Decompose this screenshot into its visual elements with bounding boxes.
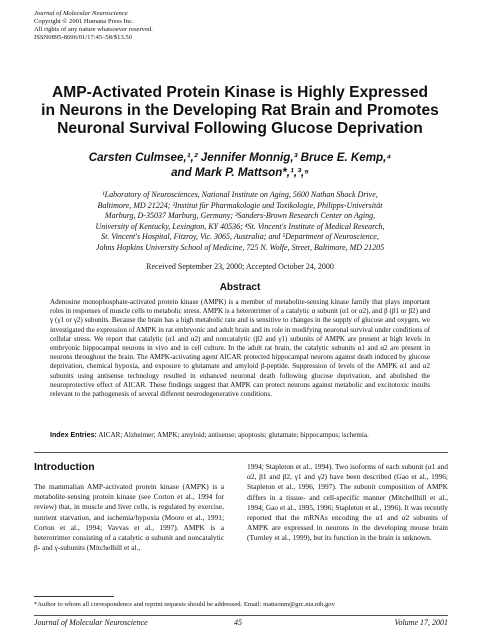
affiliation-line-1: ¹Laboratory of Neurosciences, National Institute on Aging, 5600 Nathan Shock Drive, xyxy=(102,190,378,199)
index-entries-label: Index Entries: xyxy=(50,431,97,439)
abstract-text: Adenosine monophosphate-activated protein kinase (AMPK) is a member of metabolite-sensing kinase family that plays important roles in responses of muscle cells to metabolic stress. AMPK is a heterotrimer of a catalytic α subunit (α1 or α2), and β (β1 or β2) and γ (γ1 or γ2) subunits. Because the brain has a high metabolic rate and is sensitive to changes in the supply of glucose and oxygen, we investigated the expression of AMPK in rat embryonic and adult brain and its role in modifying neuronal survival under conditions of cellular stress. We report that catalytic (α1 and α2) and noncatalytic (β2 and γ1) subunits of AMPK are present at high levels in embryonic hippocampal neurons in vivo and in cell culture. In the adult rat brain, the catalytic subunits α1 and α2 are present in neurons throughout the brain. The AMPK-activating agent AICAR protected hippocampal neurons against death induced by glucose deprivation, chemical hypoxia, and exposure to glutamate and amyloid β-peptide. Suppression of levels of the AMPK α1 and α2 subunits using antisense technology resulted in enhanced neuronal death following glucose deprivation, and abolished the neuroprotective effect of AICAR. These findings suggest that AMPK can protect neurons against metabolic and excitotoxic insults relevant to the pathogenesis of several different neurodegenerative conditions. xyxy=(50,298,430,399)
affiliations xyxy=(40,190,440,254)
title-line-1: AMP-Activated Protein Kinase is Highly Expressed xyxy=(51,84,429,101)
index-entries-text: AICAR; Alzheimer; AMPK; amyloid; antisense; apoptosis; glutamate; hippocampus; ischemia. xyxy=(98,431,369,439)
footer-journal: Journal of Molecular Neuroscience xyxy=(34,618,148,627)
received-dates: Received September 23, 2000; Accepted October 24, 2000 xyxy=(146,262,334,271)
header-journal: Journal of Molecular Neuroscience xyxy=(34,10,128,17)
journal-header xyxy=(34,10,153,42)
index-entries xyxy=(50,431,445,440)
author-list xyxy=(0,150,480,180)
title-line-2: in Neurons in the Developing Rat Brain and Promotes xyxy=(41,102,439,119)
header-issn: ISSN0895-8696/01/17:45–58/$13.50 xyxy=(34,33,132,41)
authors-line-2: and Mark P. Mattson*,¹,³,⁵ xyxy=(171,166,309,179)
header-rights: All rights of any nature whatsoever reserved. xyxy=(34,25,153,33)
footer-volume: Volume 17, 2001 xyxy=(394,618,448,627)
page-number: 45 xyxy=(234,618,242,627)
authors-line-1: Carsten Culmsee,¹,² Jennifer Monnig,³ Bruce E. Kemp,⁴ xyxy=(88,151,392,164)
header-copyright: Copyright © 2001 Humana Press Inc. xyxy=(34,17,134,25)
intro-column-2: 1994; Stapleton et al., 1994). Two isoforms of each subunit (α1 and α2, β1 and β2, γ1 and γ2) have been described (Gao et al., 1996; Stapleton et al., 1996, 1997). The subunit composition of AMPK differs in a tissue- and cell-specific manner (Mitchellhill et al., 1994; Gao et al., 1995, 1996; Stapleton et al., 1996). It was recently reported that the mRNAs encoding the α1 and α2 subunits of AMPK are expressed in neurons in the developing mouse brain (Turnley et al., 1999), but its function in the brain is unknown. xyxy=(247,462,448,543)
affiliation-line-3: Marburg, D-35037 Marburg, Germany; ³Sanders-Brown Research Center on Aging, xyxy=(104,211,376,221)
introduction-heading: Introduction xyxy=(34,462,95,473)
footnote-divider xyxy=(34,596,114,597)
correspondence-footnote: *Author to whom all correspondence and reprint requests should be addressed. Email: mattsonm@grc.nia.nih.gov xyxy=(34,601,335,608)
paper-title xyxy=(0,84,480,138)
section-divider xyxy=(34,452,448,453)
abstract-heading: Abstract xyxy=(219,282,261,293)
affiliation-line-2: Baltimore, MD 21224; ²Institut für Pharmakologie und Toxikologie, Philipps-Universität xyxy=(97,200,383,210)
title-line-3: Neuronal Survival Following Glucose Deprivation xyxy=(57,120,423,137)
footer-divider xyxy=(34,615,448,616)
affiliation-line-4: University of Kentucky, Lexington, KY 40536; ⁴St. Vincent's Institute of Medical Research, xyxy=(95,221,385,231)
intro-column-1: The mammalian AMP-activated protein kinase (AMPK) is a metabolite-sensing protein kinase (see Corton et al., 1994 for review) that, in muscle and liver cells, is regulated by exercise, nutrient starvation, and ischemia/hypoxia (Moore et al., 1991; Corton et al., 1994; Vavvas et al., 1997). AMPK is a heterotrimer consisting of a catalytic α subunit and noncatalytic β- and γ-subunits (Mitchelhill et al., xyxy=(34,482,224,553)
affiliation-line-5: St. Vincent's Hospital, Fitzroy, Vic. 3065, Australia; and ⁵Department of Neuroscience, xyxy=(101,232,379,242)
affiliation-line-6: Johns Hopkins University School of Medicine, 725 N. Wolfe, Street, Baltimore, MD 21205 xyxy=(95,242,385,252)
